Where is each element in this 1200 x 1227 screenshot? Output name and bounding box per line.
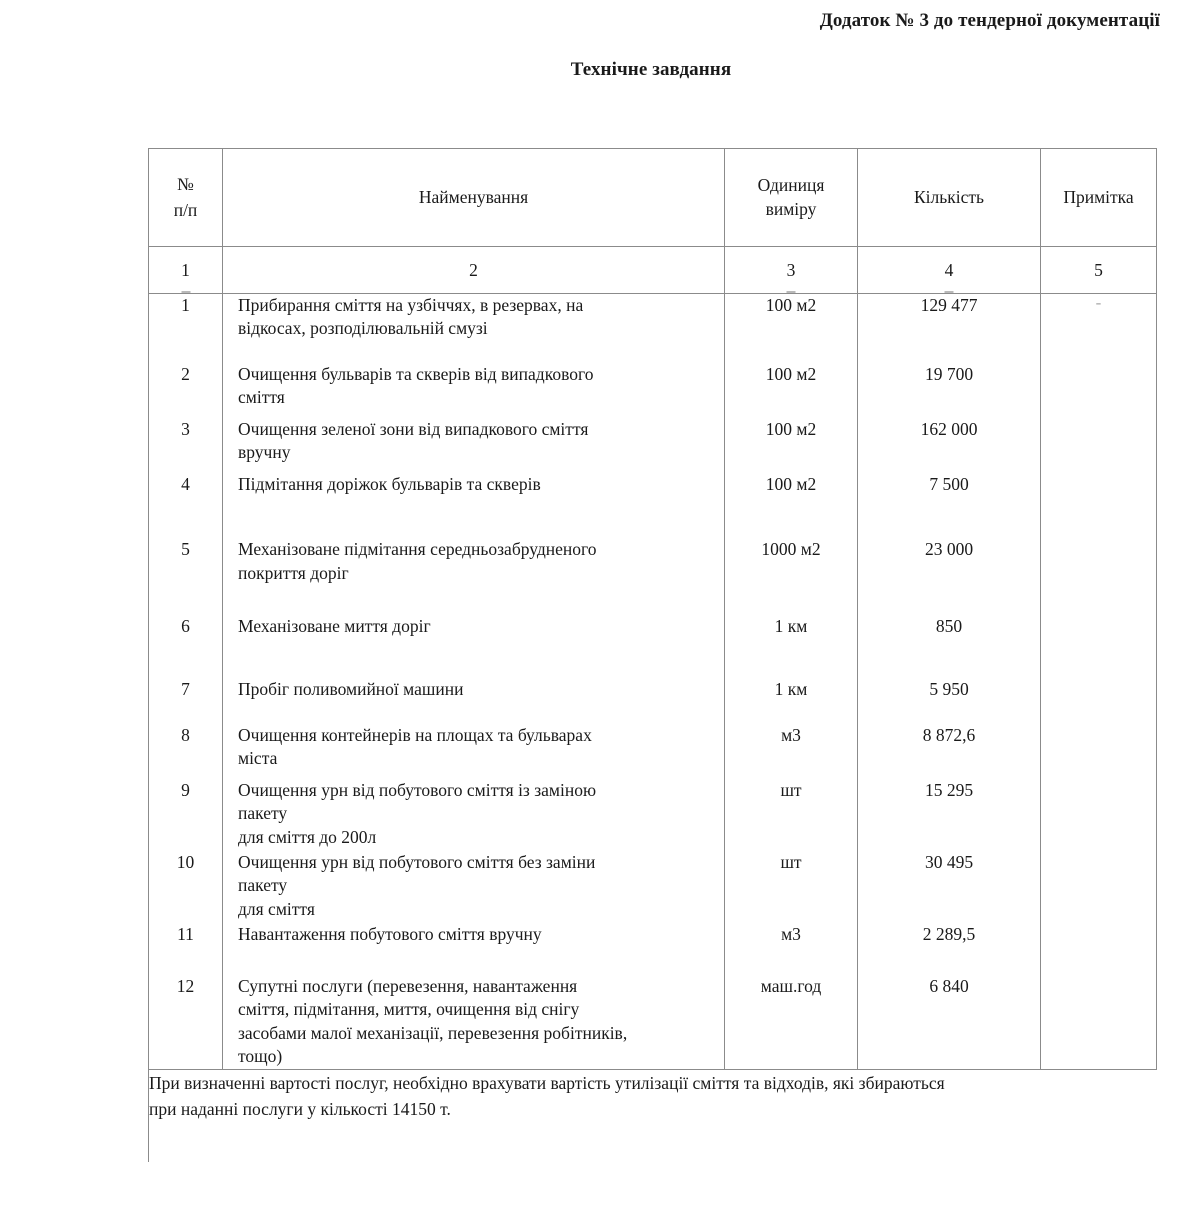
column-header-no-line2: п/п: [173, 199, 198, 220]
row-number: 1: [181, 295, 190, 315]
column-header-note: Примітка: [1041, 149, 1157, 247]
row-quantity: 5 950: [929, 679, 969, 700]
table-header-row: [149, 149, 1157, 247]
column-header-unit-line1: Одиниця: [757, 175, 825, 196]
row-quantity: 850: [935, 615, 963, 636]
row-number: 4: [181, 473, 190, 494]
row-note: [1041, 845, 1156, 915]
page-title-text: Технічне завдання: [570, 59, 732, 80]
row-name: Прибирання смiття на узбiччях, в резервах, на вiдкосах, розподiлювальнiй смузi: [238, 295, 584, 339]
table-footer-row: [149, 1069, 1157, 1162]
row-name: Очищення урн вiд побутового смiття без замiни пакету для смiття: [238, 852, 596, 919]
column-header-no: [149, 149, 223, 247]
row-note: [1041, 672, 1156, 695]
footer-note-line1: При визначеннi вартостi послуг, необхiдно врахувати вартiсть утилiзацiї смiття та вiдходiв, якi збираються: [149, 1072, 945, 1093]
row-quantity: 15 295: [924, 779, 974, 800]
column-header-unit: [725, 149, 858, 247]
row-name: Навантаження побутового смiття вручну: [238, 924, 542, 945]
row-name: Очищення урн вiд побутового смiття iз замiною пакету для смiття до 200л: [238, 779, 597, 847]
column-number-2: 2: [223, 247, 725, 294]
row-note: [1041, 411, 1156, 458]
column-header-name: Найменування: [223, 149, 725, 247]
row-name: Пробiг поливомийної машини: [238, 679, 464, 700]
row-quantity: 6 840: [929, 975, 969, 996]
row-note: [1041, 356, 1156, 403]
row-number: 9: [181, 779, 190, 800]
row-quantity: 129 477: [920, 295, 978, 315]
row-note: [1041, 294, 1156, 334]
column-header-no-line1: №: [177, 174, 194, 195]
row-number: 7: [181, 679, 190, 700]
row-number: 11: [177, 924, 194, 945]
row-number: 6: [181, 615, 190, 636]
body-column-qty: [858, 294, 1041, 1070]
column-number-3: 3: [725, 247, 858, 294]
row-quantity: 162 000: [920, 418, 978, 439]
body-column-unit: [725, 294, 858, 1070]
body-column-note: [1041, 294, 1157, 1070]
column-number-5: 5: [1041, 247, 1157, 294]
row-name: Очищення контейнерiв на площах та бульварах мiста: [238, 724, 592, 769]
row-note: [1041, 466, 1156, 489]
column-header-qty: Кількість: [858, 149, 1041, 247]
row-number: 8: [181, 724, 190, 745]
row-name: Механiзоване пiдмiтання середньозабрудненого покриття дорiг: [238, 539, 597, 583]
row-name: Очищення бульварiв та скверiв вiд випадкового смiття: [238, 363, 594, 408]
row-note: [1041, 917, 1156, 940]
row-note: [1041, 968, 1156, 1062]
row-number: 12: [176, 975, 195, 996]
table-body-row: [149, 294, 1157, 1070]
column-number-row: [149, 247, 1157, 294]
row-quantity: 19 700: [924, 363, 974, 384]
row-unit: маш.год: [760, 975, 822, 996]
row-quantity: 30 495: [924, 852, 974, 872]
footer-note-cell: [149, 1069, 1157, 1162]
row-note: [1041, 609, 1156, 632]
row-number: 3: [181, 418, 190, 439]
column-number-4: 4: [858, 247, 1041, 294]
column-header-unit-line2: виміру: [765, 198, 817, 219]
row-quantity: 23 000: [924, 539, 974, 560]
row-quantity: 2 289,5: [922, 924, 976, 945]
row-unit: 100 м2: [765, 473, 817, 494]
row-unit: 1 км: [774, 679, 808, 700]
row-quantity: 7 500: [929, 473, 969, 494]
row-unit: 100 м2: [765, 418, 817, 439]
row-unit: м3: [781, 924, 801, 945]
row-number: 10: [176, 852, 195, 872]
body-column-no: [149, 294, 223, 1070]
row-unit: шт: [780, 852, 802, 872]
row-name: Очищення зеленої зони вiд випадкового смiття вручну: [238, 418, 589, 463]
row-number: 5: [181, 539, 190, 560]
row-number: 2: [181, 363, 190, 384]
row-note: [1041, 772, 1156, 842]
row-unit: шт: [780, 779, 802, 800]
body-column-name: [223, 294, 725, 1070]
row-unit: 100 м2: [765, 363, 817, 384]
row-unit: 1000 м2: [761, 539, 821, 560]
row-name: Механiзоване миття дорiг: [238, 615, 431, 636]
specification-table-wrap: [148, 148, 1156, 1162]
row-unit: 100 м2: [765, 295, 817, 315]
row-unit: м3: [781, 724, 801, 745]
footer-note-line2: при наданнi послуги у кiлькостi 14150 т.: [149, 1098, 451, 1119]
appendix-label: Додаток № 3 до тендерної документації: [819, 10, 1160, 31]
row-note: [1041, 532, 1156, 579]
row-name: Пiдмiтання дорiжок бульварiв та скверiв: [238, 473, 541, 494]
row-quantity: 8 872,6: [922, 724, 976, 745]
column-number-1: 1: [149, 247, 223, 294]
page-title: [0, 59, 1200, 81]
row-note-dash: -: [1095, 293, 1102, 312]
specification-table: [148, 148, 1157, 1162]
row-unit: 1 км: [774, 615, 808, 636]
row-note: [1041, 717, 1156, 764]
row-name: Супутнi послуги (перевезення, навантаження смiття, пiдмiтання, миття, очищення вiд снiгу засобами малої механiзацiї, перевезення робiтникiв, тощо): [238, 975, 628, 1067]
